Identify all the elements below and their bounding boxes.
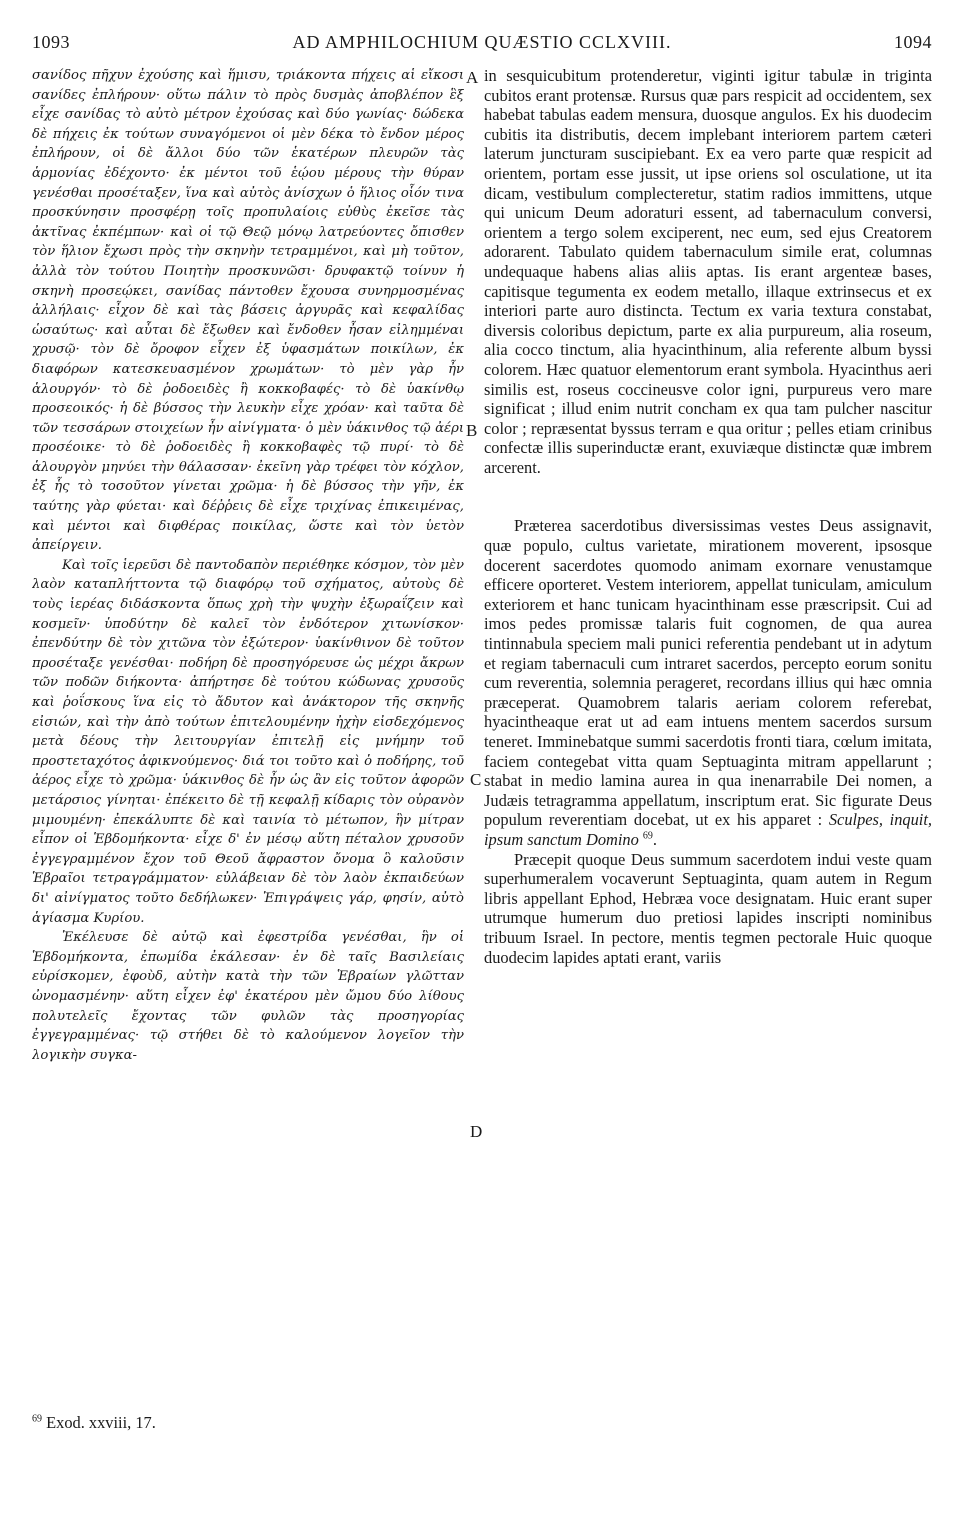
footnote-reference: 69 [642, 830, 653, 842]
margin-marker-b: B [466, 421, 478, 440]
page-number-right: 1094 [894, 32, 932, 52]
latin-paragraph-3: Præcepit quoque Deus summum sacerdotem indui veste quam superhumeralem vocaverunt Septuaginta, quam autem in Regum libris appellant Ephod, Hebræa voce designatam. Huic erant super utrumque humerum duo pretiosi lapides inscripti nominibus tribuum Israel. In pectore, mentis tegmen pectorale Huic quoque duodecim lapides aptati erant, variis [484, 849, 932, 967]
footnote [32, 1413, 156, 1433]
margin-marker-d: D [470, 1122, 483, 1141]
paragraph-gap [484, 477, 932, 516]
latin-column [484, 66, 932, 1414]
scripture-quote: Sculpes, inquit, ipsum sanctum Domino [484, 810, 932, 849]
latin-paragraph-1: in sesquicubitum protenderetur, viginti igitur tabulæ in triginta cubitos erant protensæ. Rursus quæ pars respicit ad occidentem, sex habebat tabulas eadem mensura, duosque angulos. Ex his duodecim cubitis ita distributis, decem implebant interiorem partem cæteri laterum juncturam suscipiebant. Ex ea vero parte quæ respicit ad orientem, portam esse jussit, ut ipse oriens sol osculatione, ut ita dicam, vestibulum complecteretur, statim radios immittens, utque qui unicum Deum adoraturi essent, ad tabernaculum conversi, orientem a tergo solem exciperent, nec eum, sed ejus Creatorem adorarent. Tabulato quidem tabernaculum simile erat, columnas undequaque habens alias aliis aptas. Iis erant argenteæ bases, capitisque tegumenta ex eodem metallo, illaque extrinsecus et ex interiori parte auro distincta. Tectum ex varia textura constabat, diversis coloribus depictum, parte ex alia purpureum, alia roseum, alia cocco tinctum, alia hyacinthinum, alia referente album byssi colorem. Hæc quatuor elementorum erant symbola. Hyacinthus aeri similis est, roseus coccineusve color igni, purpureus vero mare significat ; illud enim nutrit concham ex qua tam pulcher nascitur color ; repræsentat byssus terram e qua oritur ; pelles etiam crinibus confectæ illis superinductæ erant, exuviæque distinctæ quæ imbrem arcerent. [484, 66, 932, 477]
greek-column [32, 66, 464, 1414]
running-header [32, 24, 932, 56]
footnote-text: Exod. xxviii, 17. [46, 1413, 156, 1432]
latin-paragraph-2-text: Præterea sacerdotibus diversissimas vestes Deus assignavit, quæ populo, cultus varietate, mirationem moverent, ipsosque docerent sacerdotes quomodo animam exornare venustamque efficere oporteret. Vestem interiorem, appellat tuniculam, amiculum exteriorem et hanc tunicam hyacinthinam esse præscripsit. Cui ad imos pedes promissæ talaris fuit cognomen, de qua aurea tintinnabula speciem mali punici referentia pendebant ut in adytum et regiam tabernaculi cum intraret sacerdos, percepto eorum sonitu cum reverentia, solemnia perageret, recordans illius qui hæc omnia præceperat. Quamobrem talaris aeriam colorem referebat, hyacintheaque erat ut ad eam intuens mentem sacerdos sursum teneret. Imminebatque summi sacerdotis fronti tiara, cœlum imitata, faciem contegebat vitta quam Septuaginta mitram appellarunt ; stabat in medio lamina aurea in qua inenarrabile Dei nomen, a Judæis tetragramma appellatum, inscriptum erat. Sic figurate Deus populum reverentiam docebat, ut ex his apparet : [484, 516, 932, 830]
running-title: AD AMPHILOCHIUM QUÆSTIO CCLXVIII. [292, 32, 672, 52]
margin-marker-c: C [470, 770, 482, 789]
latin-paragraph-2: Præterea sacerdotibus diversissimas vestes Deus assignavit, quæ populo, cultus varietate, mirationem moverent, ipsosque docerent sacerdotes quomodo animam exornare venustamque efficere oporteret. Vestem interiorem, appellat tuniculam, amiculum exteriorem et hanc tunicam hyacinthinam esse præscripsit. Cui ad imos pedes promissæ talaris fuit cognomen, de qua aurea tintinnabula speciem mali punici referentia pendebant ut in adytum et regiam tabernaculi cum intraret sacerdos, percepto eorum sonitu cum reverentia, solemnia perageret, recordans illius qui hæc omnia præceperat. Quamobrem talaris aeriam colorem referebat, hyacintheaque erat ut ad eam intuens mentem sacerdos sursum teneret. Imminebatque summi sacerdotis fronti tiara, cœlum imitata, faciem contegebat vitta quam Septuaginta mitram appellarunt ; stabat in medio lamina aurea in qua inenarrabile Dei nomen, a Judæis tetragramma appellatum, inscriptum erat. Sic figurate Deus populum reverentiam docebat, ut ex his apparet : Sculpes, inquit, ipsum sanctum Domino $^{69}$. [484, 516, 932, 849]
greek-paragraph-1: σανίδος πῆχυν ἐχούσης καὶ ἥμισυ, τριάκοντα πήχεις αἱ εἴκοσι σανίδες ἐπλήρουν· οὕτω πάλιν τὸ πρὸς δυσμὰς ἀποβλέπον ἓξ εἶχε σανίδας τὸ αὐτὸ μέτρον ἐχούσας καὶ δύο γωνίας· δώδεκα δὲ πήχεις ἐκ τούτων συναγόμενοι οἱ μὲν δέκα τὸ ἔνδον μέρος ἐπλήρουν, οἱ δὲ ἄλλοι δύο τῶν ἑκατέρων πλευρῶν τὰς ἁρμονίας ἐδέχοντο· ἐκ μέντοι τοῦ ἑῴου μέρους τὴν θύραν γενέσθαι προσέταξεν, ἵνα καὶ αὐτὸς ἀνίσχων ὁ ἥλιος οἷόν τινα προσκύνησιν προσφέρῃ τοῖς προπυλαίοις εὐθὺς ἐκεῖσε τὰς ἀκτῖνας ἐκπέμπων· καὶ οἱ τῷ Θεῷ μόνῳ λατρεύοντες ὄπισθεν τὸν ἥλιον ἔχωσι πρὸς τὴν σκηνὴν τετραμμένοι, καὶ μὴ τοῦτον, ἀλλὰ τὸν τούτου Ποιητὴν προσκυνῶσι· δρυφακτῷ τοίνυν ἡ σκηνὴ προσεῴκει, σανίδας πάντοθεν ἔχουσα συνηρμοσμένας ἀλλήλαις· εἶχον δὲ καὶ τὰς βάσεις ἀργυρᾶς καὶ κεφαλίδας ὡσαύτως· καὶ αὗται δὲ ἔξωθεν καὶ ἔνδοθεν ἦσαν εἰλημμέναι χρυσῷ· τὸν δὲ ὄροφον εἶχεν ἐξ ὑφασμάτων ποικίλων, ἐκ διαφόρων κατεσκευασμένον χρωμάτων· τὸ μὲν γὰρ ἦν ἁλουργόν· τὸ δὲ ῥοδοειδὲς ἢ κοκκοβαφές· τὸ δὲ ὑακίνθῳ προσεοικός· ἡ δὲ βύσσος τὴν λευκὴν εἶχε χρόαν· καὶ ταῦτα δὲ τῶν τεσσάρων στοιχείων ἦν αἰνίγματα· ὁ μὲν ὑάκινθος τῷ ἀέρι προσέοικε· τὸ δὲ ῥοδοειδὲς ἢ κοκκοβαφὲς τῷ πυρί· τὸ δὲ ἁλουργὸν μηνύει τὴν θάλασσαν· ἐκεῖνη γὰρ τρέφει τὸν κόχλον, ἐξ ἧς τὸ τοσοῦτον γίνεται χρῶμα· ἡ δὲ βύσσος τὴν γῆν, ἐκ ταύτης γὰρ φύεται· καὶ δέῤῥεις δὲ εἶχε τριχίνας ἐπικειμένας, καὶ μέντοι καὶ διφθέρας ποικίλας, ὥστε καὶ τὸν ὑετὸν ἀπείργειν. [32, 68, 464, 554]
page-number-left: 1093 [32, 32, 70, 52]
footnote-number: 69 [32, 1413, 42, 1425]
greek-paragraph-3: Ἐκέλευσε δὲ αὐτῷ καὶ ἐφεστρίδα γενέσθαι, ἣν οἱ Ἑβδομήκοντα, ἐπωμίδα ἐκάλεσαν· ἐν δὲ ταῖς Βασιλείαις εὑρίσκομεν, ἐφοὺδ, αὐτὴν κατὰ τὴν τῶν Ἑβραίων γλῶτταν ὠνομασμένην· αὕτη εἶχεν ἐφ' ἑκατέρου μὲν ὤμου δύο λίθους πολυτελεῖς ἔχοντας τῶν φυλῶν τὰς προσηγορίας ἐγγεγραμμένας· τῷ στήθει δὲ τὸ καλούμενον λογεῖον τὴν λογικὴν συγκα- [32, 930, 464, 1063]
greek-paragraph-2: Καὶ τοῖς ἱερεῦσι δὲ παντοδαπὸν περιέθηκε κόσμον, τὸν μὲν λαὸν καταπλήττοντα τῷ διαφόρῳ τοῦ σχήματος, αὐτοὺς δὲ τοὺς ἱερέας διδάσκοντα ὅπως χρὴ τὴν ψυχὴν ἐξωραΐζειν καὶ κοσμεῖν· ὑποδύτην δὲ καλεῖ τὸν ἐνδότερον χιτωνίσκον· ἐπενδύτην δὲ τὸν χιτῶνα τὸν ἐξώτερον· ὑακίνθινον δὲ τοῦτον προσέταξε γενέσθαι· ποδήρη δὲ προσηγόρευσε ὡς μέχρι ἄκρων τῶν ποδῶν διήκοντα· ἀπήρτησε δὲ τούτου κώδωνας χρυσοῦς καὶ ῥοΐσκους ἵνα εἰς τὸ ἄδυτον καὶ ἀνάκτορον τῆς σκηνῆς εἰσιών, καὶ τὴν ἀπὸ τούτων ἐπιτελουμένην ἠχὴν εἰσδεχόμενος μετὰ δέους τὴν λειτουργίαν ἐπιτελῇ εἰς μνήμην τοῦ προστεταχότος ἀφικνούμενος· διά τοι τοῦτο καὶ ὁ ποδήρης, τοῦ ἀέρος εἶχε τὸ χρῶμα· ὑάκινθος δὲ ἦν ὡς ἂν εἰς τοῦτον ἀφορῶν μετάρσιος γίνηται· ἐπέκειτο δὲ τῇ κεφαλῇ κίδαρις τὸν οὐρανὸν μιμουμένη· ἐπεκάλυπτε δὲ καὶ ταινία τὸ μέτωπον, ἣν μίτραν εἶπον οἱ Ἑβδομήκοντα· εἶχε δ' ἐν μέσῳ αὕτη πέταλον χρυσοῦν ἐγγεγραμμένον ἔχον τοῦ Θεοῦ ἄφραστον ὄνομα ὃ καλοῦσιν Ἑβραῖοι τετραγράμματον· εὐλάβειαν δὲ τὸν λαὸν ἐκπαιδεύων δι' αἰνίγματος τοῦτο δεδήλωκεν· Ἐπιγράψεις γάρ, φησίν, αὐτὸ ἁγίασμα Κυρίου. [32, 557, 464, 926]
margin-marker-a: A [466, 68, 479, 87]
